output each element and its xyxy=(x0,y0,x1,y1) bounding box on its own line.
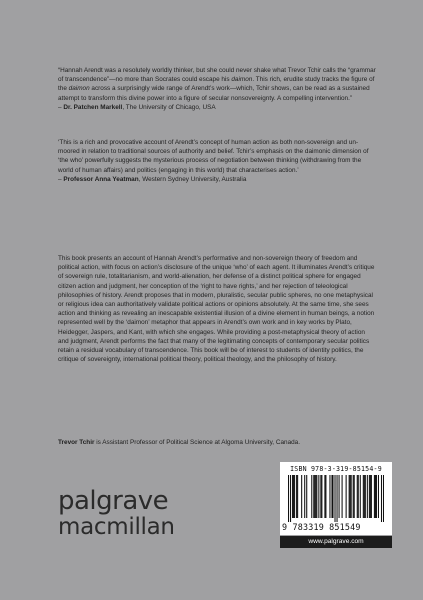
quote-attribution xyxy=(58,103,376,112)
attribution-affiliation: , The University of Chicago, USA xyxy=(122,103,216,111)
attribution-dash: – xyxy=(58,175,64,183)
author-bio xyxy=(58,438,376,447)
attribution-name: Professor Anna Yeatman xyxy=(63,175,139,183)
barcode-bar xyxy=(297,475,298,518)
isbn-number: 9 783319 851549 xyxy=(282,522,361,532)
isbn-label: ISBN 978-3-319-85154-9 xyxy=(290,465,382,473)
barcode-bar xyxy=(318,475,319,518)
quote-emphasis: daimon xyxy=(68,85,90,93)
barcode-bar xyxy=(378,475,379,518)
barcode-bar xyxy=(296,475,297,518)
barcode-bar xyxy=(311,475,312,518)
isbn-barcode xyxy=(280,462,392,535)
attribution-dash: – xyxy=(58,103,64,111)
barcode-bar xyxy=(292,475,293,518)
barcode-bar xyxy=(315,475,316,518)
quote-part: . This rich, erudite study tracks the figure of the xyxy=(58,76,375,93)
bio-rest: is Assistant Professor of Political Science at Algoma University, Canada. xyxy=(94,439,301,446)
barcode-bar xyxy=(331,475,332,518)
barcode-bar xyxy=(293,475,294,518)
publisher-url[interactable]: www.palgrave.com xyxy=(308,538,364,545)
barcode-bar xyxy=(371,475,372,518)
attribution-affiliation: , Western Sydney University, Australia xyxy=(138,175,247,183)
barcode-bar xyxy=(316,475,317,518)
barcode-bar xyxy=(342,475,343,518)
barcode-bar xyxy=(304,475,305,518)
barcode-bar xyxy=(320,475,321,518)
barcode-bar xyxy=(290,475,291,522)
quote-attribution xyxy=(58,175,376,184)
barcode-bar xyxy=(365,475,366,518)
barcode-bar xyxy=(353,475,354,518)
barcode-bar xyxy=(346,475,347,518)
quote-part: across a surprisingly wide range of Arendt’s work—which, Tchir shows, can be read as a sustained attempt to transform this divine power into a figure of secular nonsovereignty. A compelling intervention.” xyxy=(58,85,370,102)
quote-text: ‘This is a rich and provocative account of Arendt’s concept of human action as both non-sovereign and un-moored in relation to traditional sources of authority and belief. Tchir’s emphasis on the daimonic dimension of ‘the who’ powerfully suggests the mysterious process of negotiation between thinking (withdrawing from the world of human affairs) and politics (engaging in this world) that characterises action.’ xyxy=(58,139,369,174)
barcode-bar xyxy=(370,475,371,518)
barcode-bar xyxy=(337,475,338,522)
author-name: Trevor Tchir xyxy=(58,439,95,446)
bio-text xyxy=(58,438,376,447)
quote-text xyxy=(58,66,376,103)
logo-line-macmillan: macmillan xyxy=(58,514,175,540)
review-quote-yeatman xyxy=(58,138,376,184)
barcode-bar xyxy=(357,475,358,518)
barcode-bar xyxy=(301,475,302,518)
barcode-bar xyxy=(314,475,315,518)
description-text: This book presents an account of Hannah Arendt’s performative and non-sovereign theory of freedom and political action, with focus on action’s disclosure of the unique ‘who’ of each agent. It illuminates Arendt’s critique of sovereign rule, totalitarianism, and world-alienation, her defense of a distinct political sphere for engaged citizen action and judgment, her conception of the ‘right to have rights,’ and her rejection of teleological philosophies of history. Arendt proposes that in modern, pluralistic, secular public spheres, no one metaphysical or religious idea can authoritatively validate political actions or opinions absolutely. At the same time, she sees action and thinking as revealing an inescapable existential illusion of a divine element in human beings, a notion represented well by the ‘daimon’ metaphor that appears in Arendt’s own work and in key works by Plato, Heidegger, Jaspers, and Kant, with which she engages. While providing a post-metaphysical theory of action and judgment, Arendt performs the fact that many of the legitimating concepts of contemporary secular politics retain a residual vocabulary of transcendence. This book will be of interest to students of identity politics, the critique of sovereignty, international political theory, political theology, and the philosophy of history. xyxy=(58,255,375,364)
barcode-bar xyxy=(381,475,382,522)
barcode-bar xyxy=(375,475,376,518)
barcode-bar xyxy=(294,475,295,518)
barcode-bar xyxy=(324,475,325,518)
book-description xyxy=(58,254,376,364)
barcode-bar xyxy=(313,475,314,518)
attribution-name: Dr. Patchen Markell xyxy=(63,103,123,111)
review-quote-markell xyxy=(58,66,376,112)
quote-part: “Hannah Arendt was a resolutely worldly thinker, but she could never shake what Trevor Tchir calls the “grammar of transcendence”—no more than Socrates could escape his xyxy=(58,67,376,84)
publisher-logo xyxy=(58,488,175,539)
barcode-bar xyxy=(350,475,351,518)
barcode-bar xyxy=(383,475,384,522)
barcode-bar xyxy=(367,475,368,518)
barcode-bar xyxy=(288,475,289,522)
barcode-bar xyxy=(364,475,365,518)
barcode-bar xyxy=(329,475,330,518)
quote-emphasis: daimon xyxy=(231,76,253,84)
barcode-bar xyxy=(369,475,370,518)
barcode-bar xyxy=(339,475,340,518)
barcode-bar xyxy=(374,475,375,518)
barcode-bar xyxy=(354,475,355,518)
barcode-bar xyxy=(351,475,352,518)
barcode-bar xyxy=(360,475,361,518)
barcode-bar xyxy=(376,475,377,518)
barcode-bar xyxy=(358,475,359,518)
barcode-bar xyxy=(321,475,322,518)
logo-line-palgrave: palgrave xyxy=(58,486,169,516)
barcode-bar xyxy=(363,475,364,518)
barcode-bars xyxy=(288,475,384,522)
barcode-bar xyxy=(332,475,333,518)
barcode-bar xyxy=(306,475,307,518)
barcode-bar xyxy=(334,475,335,522)
publisher-url-bar xyxy=(280,536,392,548)
barcode-bar xyxy=(325,475,326,518)
barcode-bar xyxy=(349,475,350,518)
